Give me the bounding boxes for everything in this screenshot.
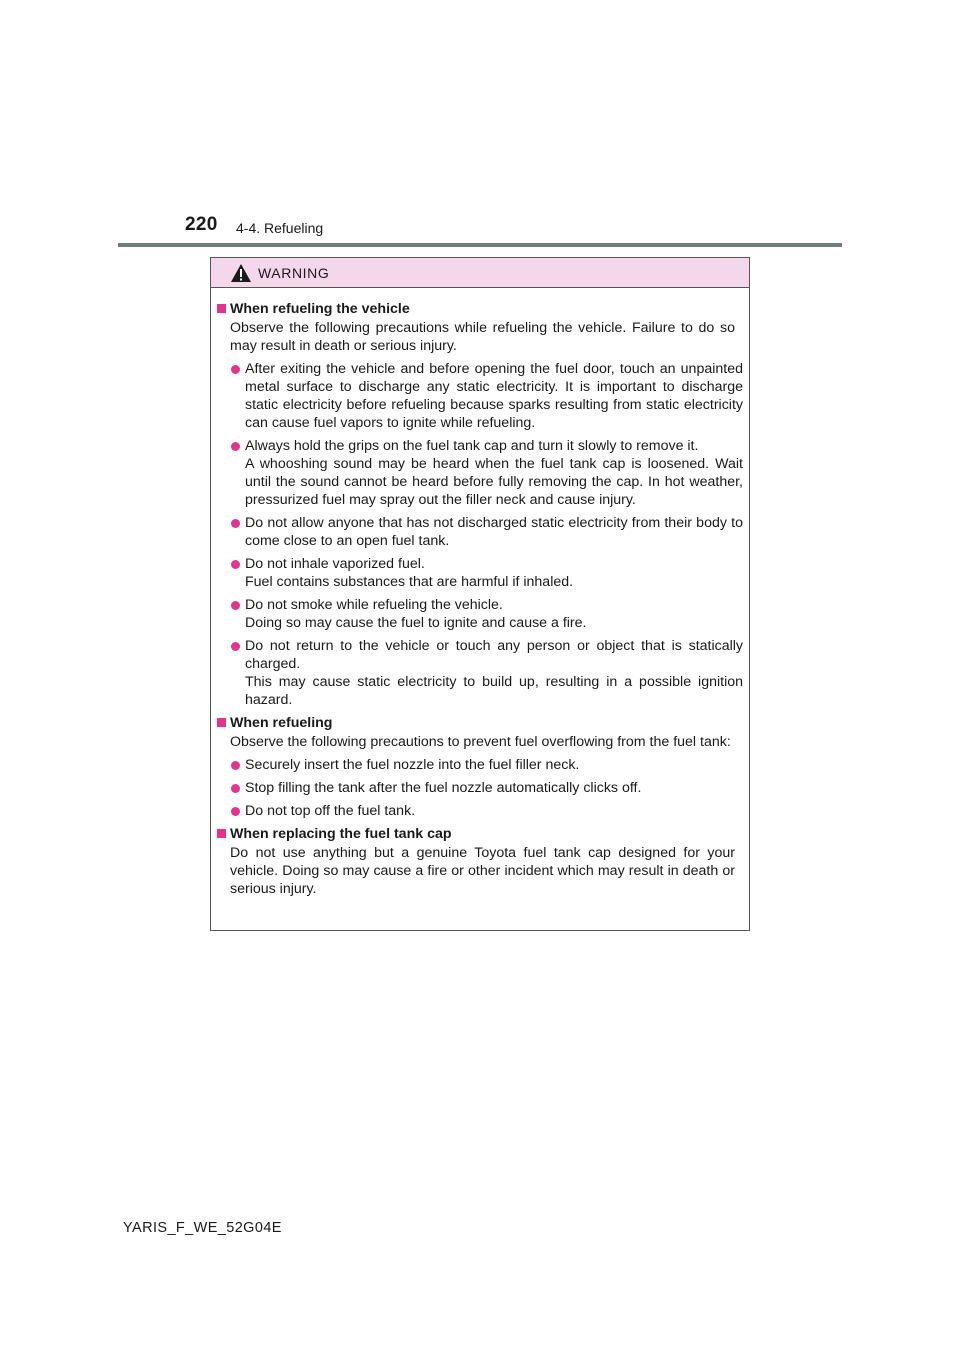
list-item-body: [245, 637, 743, 709]
list-item: [217, 360, 743, 432]
section-text: Observe the following precautions to prevent fuel overflowing from the fuel tank:: [230, 734, 731, 750]
warning-box: [210, 257, 750, 931]
list-item-body: [245, 437, 743, 509]
list-item-body: [245, 514, 743, 550]
section-heading: [217, 825, 743, 843]
list-item: [217, 596, 743, 632]
list-item-body: [245, 360, 743, 432]
round-bullet-icon: [231, 560, 240, 569]
square-bullet-icon: [217, 718, 226, 727]
section-title: 4-4. Refueling: [236, 220, 324, 236]
round-bullet-icon: [231, 807, 240, 816]
document-code: YARIS_F_WE_52G04E: [123, 1220, 282, 1236]
list-item-text: Stop filling the tank after the fuel nozzle automatically clicks off.: [245, 780, 642, 796]
section-heading: [217, 714, 743, 732]
list-item: [217, 756, 743, 774]
list-item-text: Doing so may cause the fuel to ignite and cause a fire.: [245, 615, 587, 631]
square-bullet-icon: [217, 829, 226, 838]
list-item-text: After exiting the vehicle and before opening the fuel door, touch an unpainted metal surface to discharge any static electricity. It is important to discharge static electricity before refueling because sparks resulting from static electricity can cause fuel vapors to ignite while refueling.: [245, 361, 743, 431]
square-bullet-icon: [217, 304, 226, 313]
list-item-text: This may cause static electricity to build up, resulting in a possible ignition hazard.: [245, 674, 743, 708]
list-item-text: Securely insert the fuel nozzle into the fuel filler neck.: [245, 757, 580, 773]
list-item-text: Do not top off the fuel tank.: [245, 803, 416, 819]
section-text: Do not use anything but a genuine Toyota fuel tank cap designed for your vehicle. Doing so may cause a fire or other incident which may result in death or serious injury.: [230, 845, 735, 897]
list-item: [217, 514, 743, 550]
list-item-text: Do not allow anyone that has not discharged static electricity from their body to come close to an open fuel tank.: [245, 515, 743, 549]
list-item: [217, 779, 743, 797]
section-text: Observe the following precautions while refueling the vehicle. Failure to do so may result in death or serious injury.: [230, 320, 735, 354]
list-item: [217, 437, 743, 509]
list-item: [217, 637, 743, 709]
round-bullet-icon: [231, 442, 240, 451]
list-item-text: Always hold the grips on the fuel tank cap and turn it slowly to remove it.: [245, 438, 699, 454]
warning-body: [211, 288, 749, 898]
warning-label: WARNING: [258, 265, 330, 281]
round-bullet-icon: [231, 642, 240, 651]
list-item-text: Do not return to the vehicle or touch any person or object that is statically charged.: [245, 638, 743, 672]
list-item-text: Fuel contains substances that are harmful if inhaled.: [245, 574, 574, 590]
warning-triangle-icon: [230, 263, 252, 283]
header-rule: [118, 243, 842, 247]
list-item: [217, 555, 743, 591]
round-bullet-icon: [231, 365, 240, 374]
list-item-text: Do not inhale vaporized fuel.: [245, 556, 425, 572]
section-heading-text: When replacing the fuel tank cap: [230, 826, 452, 842]
list-item-text: Do not smoke while refueling the vehicle.: [245, 597, 503, 613]
round-bullet-icon: [231, 601, 240, 610]
round-bullet-icon: [231, 519, 240, 528]
list-item-body: [245, 756, 743, 774]
list-item-text: A whooshing sound may be heard when the fuel tank cap is loosened. Wait until the sound cannot be heard before fully removing the cap. In hot weather, pressurized fuel may spray out the filler neck and cause injury.: [245, 456, 743, 508]
list-item-body: [245, 555, 743, 591]
section-heading-text: When refueling the vehicle: [230, 301, 410, 317]
round-bullet-icon: [231, 784, 240, 793]
page-number: 220: [185, 214, 218, 235]
list-item: [217, 802, 743, 820]
section-heading-text: When refueling: [230, 715, 333, 731]
warning-header: [211, 258, 749, 288]
list-item-body: [245, 779, 743, 797]
page-header: [0, 0, 960, 250]
list-item-body: [245, 802, 743, 820]
round-bullet-icon: [231, 761, 240, 770]
list-item-body: [245, 596, 743, 632]
section-heading: [217, 300, 743, 318]
